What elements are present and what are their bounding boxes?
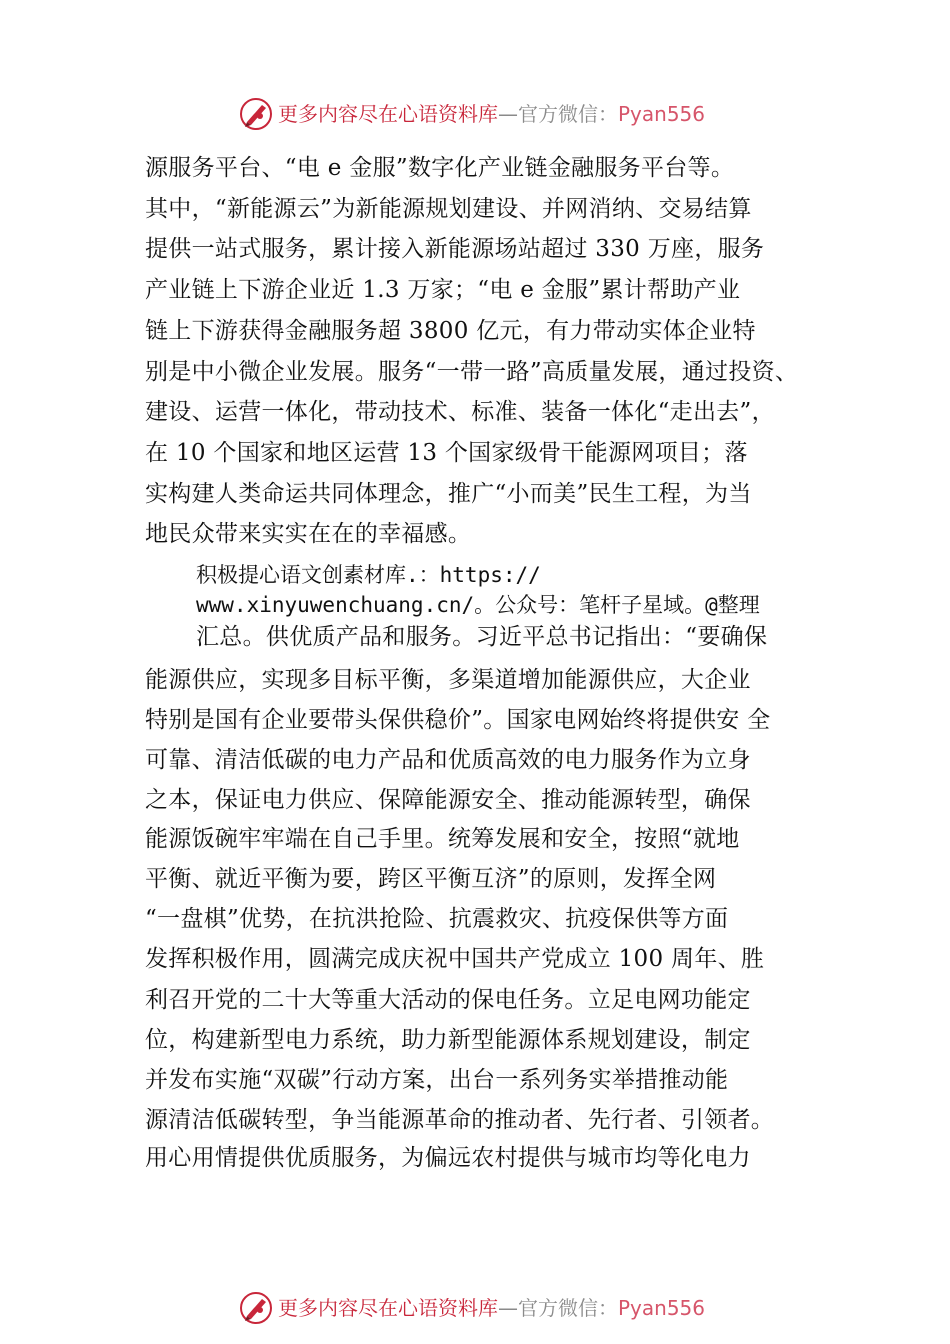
body-line: 在 10 个国家和地区运营 13 个国家级骨干能源网项目；落 [145, 440, 748, 466]
body-line: 地民众带来实实在在的幸福感。 [145, 521, 472, 547]
body-line: “一盘棋”优势，在抗洪抢险、抗震救灾、抗疫保供等方面 [145, 906, 729, 932]
body-line: 利召开党的二十大等重大活动的保电任务。立足电网功能定 [145, 987, 751, 1013]
pen-logo-icon [238, 1290, 274, 1326]
banner-wechat-label: —官方微信： [498, 1296, 618, 1320]
banner-wechat-id: Pyan556 [618, 102, 706, 126]
body-line: 可靠、清洁低碳的电力产品和优质高效的电力服务作为立身 [145, 747, 751, 773]
banner-site-name: 更多内容尽在心语资料库 [278, 1296, 498, 1320]
body-line: 产业链上下游企业近 1.3 万家；“电 e 金服”累计帮助产业 [145, 277, 741, 303]
body-line: 发挥积极作用，圆满完成庆祝中国共产党成立 100 周年、胜 [145, 946, 765, 972]
body-line: 源清洁低碳转型，争当能源革命的推动者、先行者、引领者。 [145, 1107, 775, 1133]
banner-wechat-id: Pyan556 [618, 1296, 706, 1320]
body-line: 建设、运营一体化，带动技术、标准、装备一体化“走出去”， [145, 399, 775, 425]
body-line: 能源供应，实现多目标平衡，多渠道增加能源供应，大企业 [145, 667, 751, 693]
pen-logo-icon [238, 96, 274, 132]
body-line: 提供一站式服务，累计接入新能源场站超过 330 万座，服务 [145, 236, 765, 262]
body-line: 链上下游获得金融服务超 3800 亿元，有力带动实体企业特 [145, 318, 756, 344]
body-line: 汇总。供优质产品和服务。习近平总书记指出：“要确保 [196, 624, 768, 650]
body-line: 平衡、就近平衡为要，跨区平衡互济”的原则，发挥全网 [145, 866, 717, 892]
body-line: 之本，保证电力供应、保障能源安全、推动能源转型，确保 [145, 787, 751, 813]
body-line: 用心用情提供优质服务，为偏远农村提供与城市均等化电力 [145, 1145, 751, 1171]
body-line: 别是中小微企业发展。服务“一带一路”高质量发展，通过投资、 [145, 359, 799, 385]
body-line: 并发布实施“双碳”行动方案，出台一系列务实举措推动能 [145, 1067, 729, 1093]
banner-text [278, 100, 705, 128]
watermark-line: www.xinyuwenchuang.cn/。公众号：笔杆子星域。@整理 [196, 593, 760, 617]
body-line: 能源饭碗牢牢端在自己手里。统筹发展和安全，按照“就地 [145, 826, 740, 852]
banner-site-name: 更多内容尽在心语资料库 [278, 102, 498, 126]
banner-text [278, 1294, 705, 1322]
body-line: 其中，“新能源云”为新能源规划建设、并网消纳、交易结算 [145, 196, 752, 222]
body-line: 特别是国有企业要带头保供稳价”。国家电网始终将提供安 全 [145, 707, 771, 733]
banner-wechat-label: —官方微信： [498, 102, 618, 126]
body-line: 位，构建新型电力系统，助力新型能源体系规划建设，制定 [145, 1027, 751, 1053]
header-banner [0, 96, 950, 136]
watermark-line: 积极提心语文创素材库.：https:// [196, 563, 541, 587]
body-line: 实构建人类命运共同体理念，推广“小而美”民生工程，为当 [145, 481, 752, 507]
body-line: 源服务平台、“电 e 金服”数字化产业链金融服务平台等。 [145, 155, 735, 181]
footer-banner [0, 1290, 950, 1330]
